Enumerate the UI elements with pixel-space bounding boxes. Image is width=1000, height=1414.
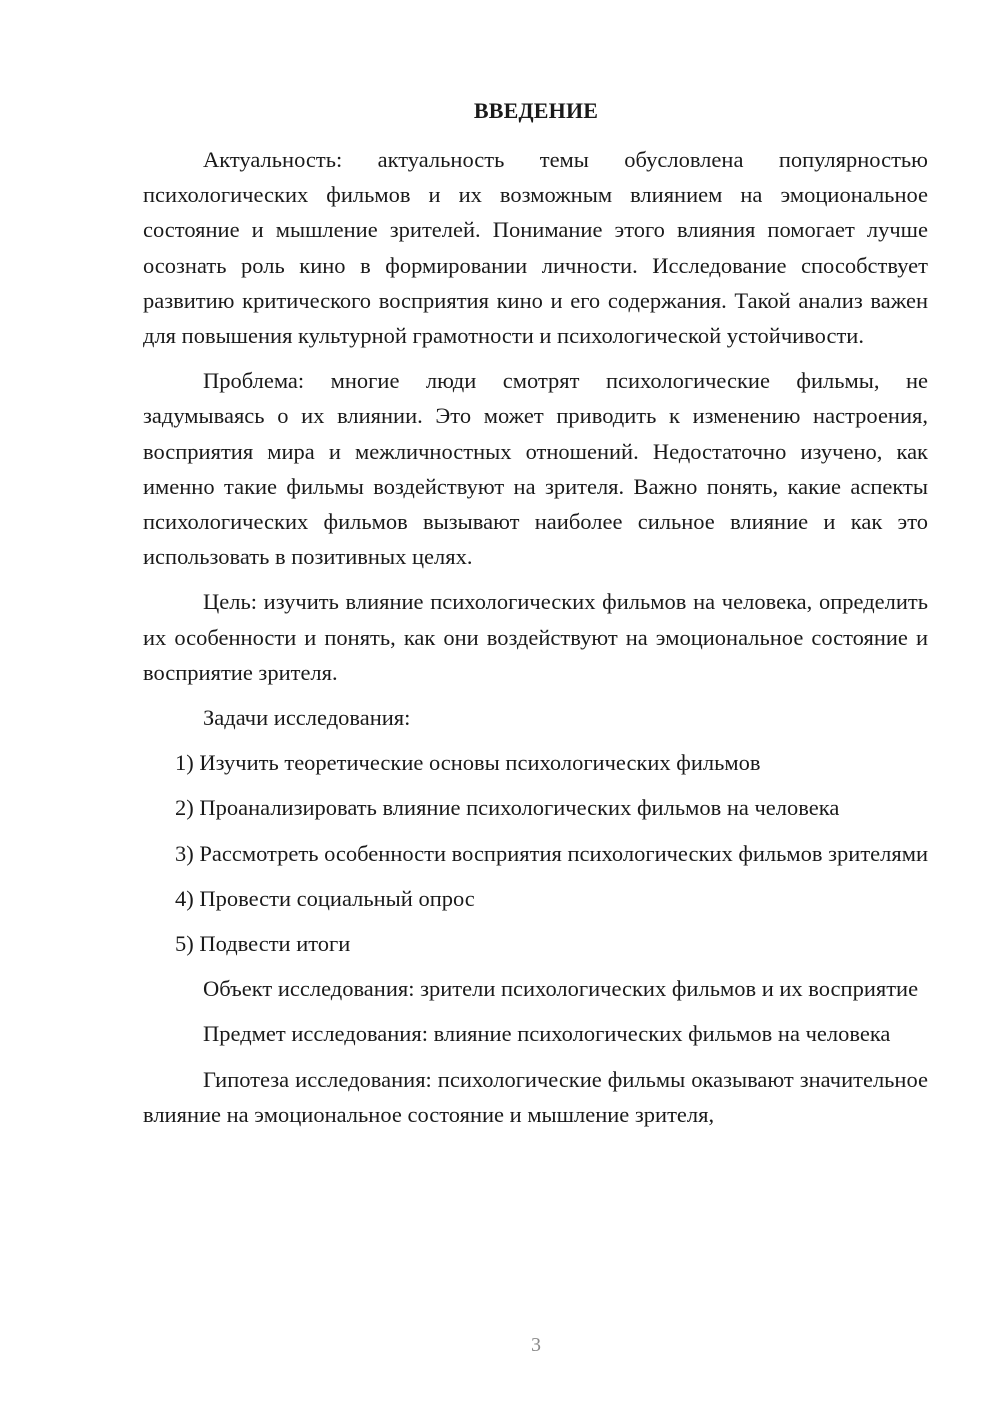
paragraph-tasks-heading: Задачи исследования: — [203, 705, 411, 731]
task-item: 1) Изучить теоретические основы психологических фильмов — [175, 750, 761, 776]
paragraph-goal: Цель: изучить влияние психологических фильмов на человека, определить их особенности и понять, как они воздействуют на эмоциональное состояние и восприятие зрителя. — [143, 589, 928, 685]
task-item: 2) Проанализировать влияние психологических фильмов на человека — [175, 795, 840, 821]
task-item: 3) Рассмотреть особенности восприятия психологических фильмов зрителями — [175, 840, 929, 866]
task-item: 5) Подвести итоги — [175, 931, 351, 957]
paragraph-problem: Проблема: многие люди смотрят психологические фильмы, не задумываясь о их влиянии. Это может приводить к изменению настроения, восприятия мира и межличностных отношений. Недостаточно изучено, как именно такие фильмы воздействуют на зрителя. Важно понять, какие аспекты психологических фильмов вызывают наиболее сильное влияние и как это использовать в позитивных целях. — [143, 368, 928, 570]
paragraph-object: Объект исследования: зрители психологических фильмов и их восприятие — [203, 976, 919, 1002]
paragraph-relevance: Актуальность: актуальность темы обусловлена популярностью психологических фильмов и их возможным влиянием на эмоциональное состояние и мышление зрителей. Понимание этого влияния помогает лучше осознать роль кино в формировании личности. Исследование способствует развитию критического восприятия кино и его содержания. Такой анализ важен для повышения культурной грамотности и психологической устойчивости. — [143, 147, 928, 349]
document-body — [143, 142, 928, 1132]
page-number: 3 — [531, 1334, 541, 1356]
task-item: 4) Провести социальный опрос — [175, 885, 475, 911]
section-title: ВВЕДЕНИЕ — [473, 98, 599, 123]
paragraph-hypothesis: Гипотеза исследования: психологические фильмы оказывают значительное влияние на эмоциональное состояние и мышление зрителя, — [143, 1066, 928, 1127]
paragraph-subject: Предмет исследования: влияние психологических фильмов на человека — [203, 1021, 891, 1047]
